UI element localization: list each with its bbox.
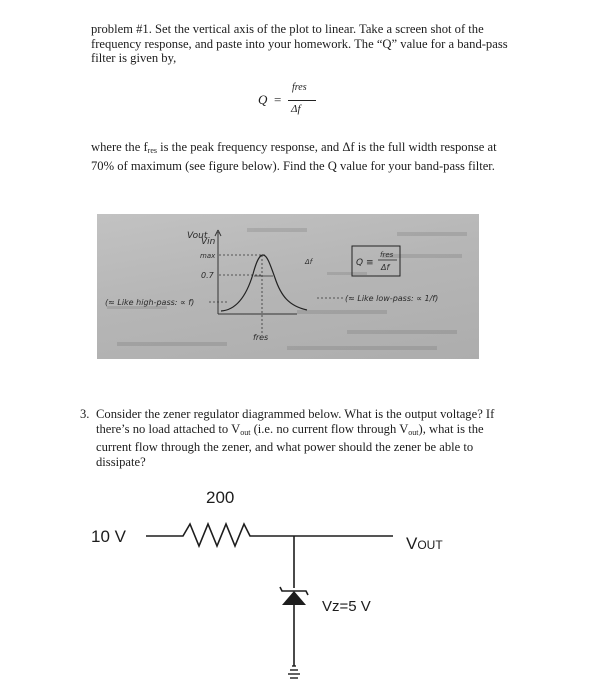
q-box-numerator: fres (380, 251, 394, 259)
q-box-denominator: Δf (381, 263, 390, 272)
y-axis-label-top: Vout (187, 231, 208, 241)
delta-f-label: Δf (305, 258, 313, 266)
problem3-number: 3. (80, 407, 90, 421)
problem3-text (80, 407, 520, 469)
frequency-response-photo (97, 214, 479, 359)
q-denominator: Δf (291, 103, 301, 115)
vout-label: VOUT (406, 534, 443, 553)
level-label: 0.7 (201, 271, 214, 280)
zener-regulator-circuit (0, 480, 598, 700)
problem3-body: Consider the zener regulator diagrammed below. What is the output voltage? If there’s no load attached to $V_{out}$ (i.e. no current flow through $V_{out}$), what is the current flow through the zener, and what power should the zener be able to dissipate? (96, 407, 495, 469)
q-symbol: Q (258, 92, 268, 107)
equals-sign: = (274, 92, 282, 107)
response-curve (221, 255, 307, 311)
source-voltage-label: 10 V (91, 527, 126, 546)
q-box-label: Q ≡ (356, 258, 374, 268)
peak-frequency-label: fres (253, 333, 269, 342)
problem1-intro: problem #1. Set the vertical axis of the plot to linear. Take a screen shot of the frequency response, and paste into your homework. The “Q” value for a band-pass filter is given by, (91, 22, 508, 66)
resistor-wire (146, 524, 393, 546)
q-equation (258, 82, 338, 122)
y-axis-label-bottom: Vin (201, 237, 216, 247)
fraction-bar (288, 100, 316, 101)
zener-diode-icon (280, 587, 308, 605)
q-numerator: fres (292, 82, 307, 93)
problem1-definition: where the $f_{res}$ is the peak frequency response, and Δf is the full width response at 70% of maximum (see figure below). Find the Q value for your band-pass filter. (91, 140, 497, 173)
resistor-value-label: 200 (206, 488, 235, 507)
ground-icon (288, 666, 300, 678)
frequency-response-sketch (97, 214, 479, 359)
low-pass-note: (≈ Like low-pass: ∝ 1/f) (345, 294, 439, 303)
high-pass-note: (≈ Like high-pass: ∝ f) (105, 298, 195, 307)
max-label: max (200, 252, 216, 260)
zener-voltage-label: Vz=5 V (322, 598, 371, 615)
